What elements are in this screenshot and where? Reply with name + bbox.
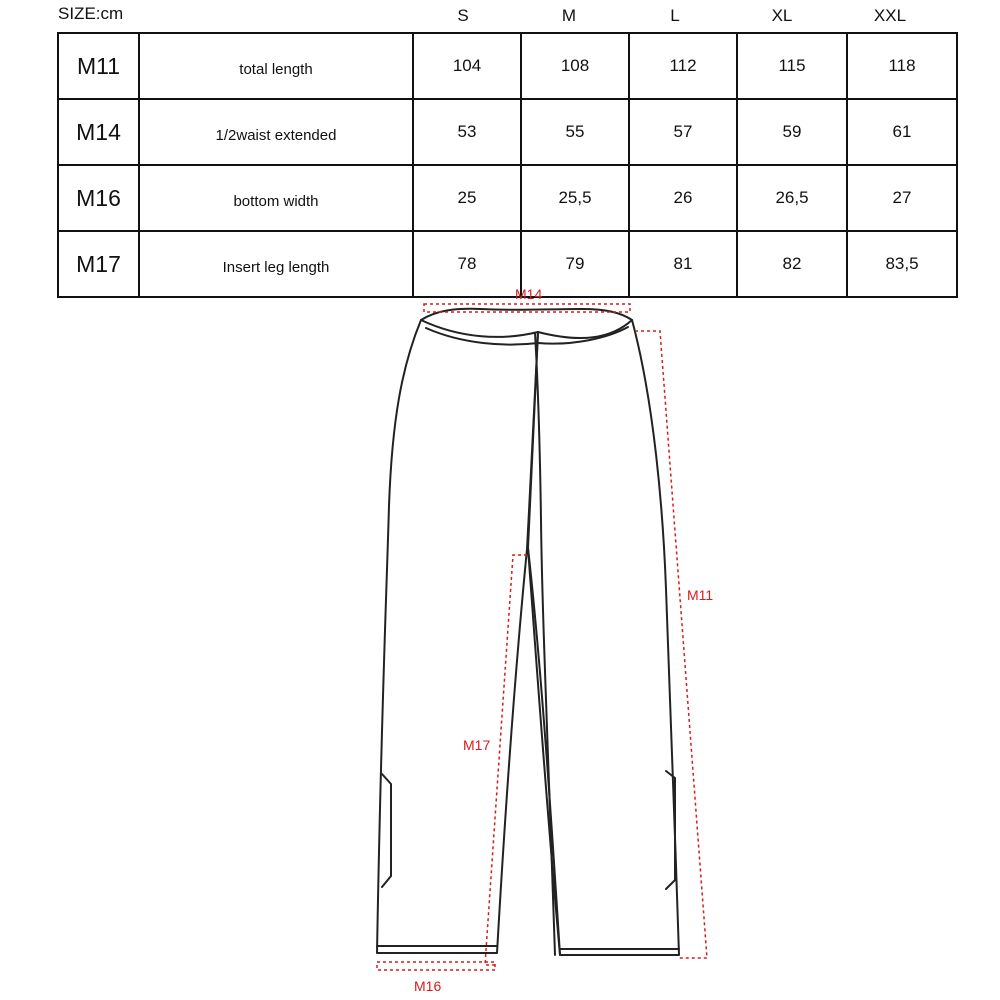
size-value: 82: [737, 231, 847, 297]
table-row: [58, 165, 957, 231]
size-header-xl: XL: [771, 6, 793, 25]
size-value: 26,5: [737, 165, 847, 231]
hem-label: M16: [414, 978, 442, 994]
measurement-guides: [377, 286, 713, 994]
measurement-code: M17: [58, 231, 139, 297]
size-value: 79: [521, 231, 629, 297]
total-length-label: M11: [687, 587, 714, 603]
size-value: 81: [629, 231, 737, 297]
size-value: 112: [629, 33, 737, 99]
size-value: 61: [847, 99, 957, 165]
right-leg-outline: [528, 320, 679, 955]
size-value: 104: [413, 33, 521, 99]
left-leg-outline: [377, 320, 538, 953]
size-unit-label: SIZE:cm: [58, 4, 124, 23]
table-row: [58, 33, 957, 99]
inseam-label: M17: [463, 737, 491, 753]
size-value: 115: [737, 33, 847, 99]
size-value: 78: [413, 231, 521, 297]
size-header-l: L: [670, 6, 680, 25]
measurement-code: M11: [58, 33, 139, 99]
hem-guide: [377, 962, 495, 970]
size-value: 83,5: [847, 231, 957, 297]
waist-label: M14: [515, 286, 543, 302]
size-value: 27: [847, 165, 957, 231]
measurement-label: 1/2waist extended: [139, 99, 413, 165]
table-row: [58, 99, 957, 165]
size-value: 26: [629, 165, 737, 231]
size-header-m: M: [561, 6, 577, 25]
size-value: 53: [413, 99, 521, 165]
size-header-s: S: [457, 6, 469, 25]
size-value: 57: [629, 99, 737, 165]
left-knee-panel: [382, 774, 391, 887]
measurement-label: bottom width: [139, 165, 413, 231]
size-value: 118: [847, 33, 957, 99]
measurement-label: total length: [139, 33, 413, 99]
size-header-xxl: XXL: [873, 6, 907, 25]
pants-measurement-diagram: [0, 270, 1000, 1000]
measurement-code: M14: [58, 99, 139, 165]
measurement-code: M16: [58, 165, 139, 231]
waistband-top: [421, 309, 632, 320]
size-value: 59: [737, 99, 847, 165]
size-value: 108: [521, 33, 629, 99]
measurement-label: Insert leg length: [139, 231, 413, 297]
size-value: 25,5: [521, 165, 629, 231]
pants-outline: [377, 309, 679, 955]
size-value: 25: [413, 165, 521, 231]
size-value: 55: [521, 99, 629, 165]
size-table: [57, 32, 958, 298]
total-length-guide: [635, 331, 707, 958]
